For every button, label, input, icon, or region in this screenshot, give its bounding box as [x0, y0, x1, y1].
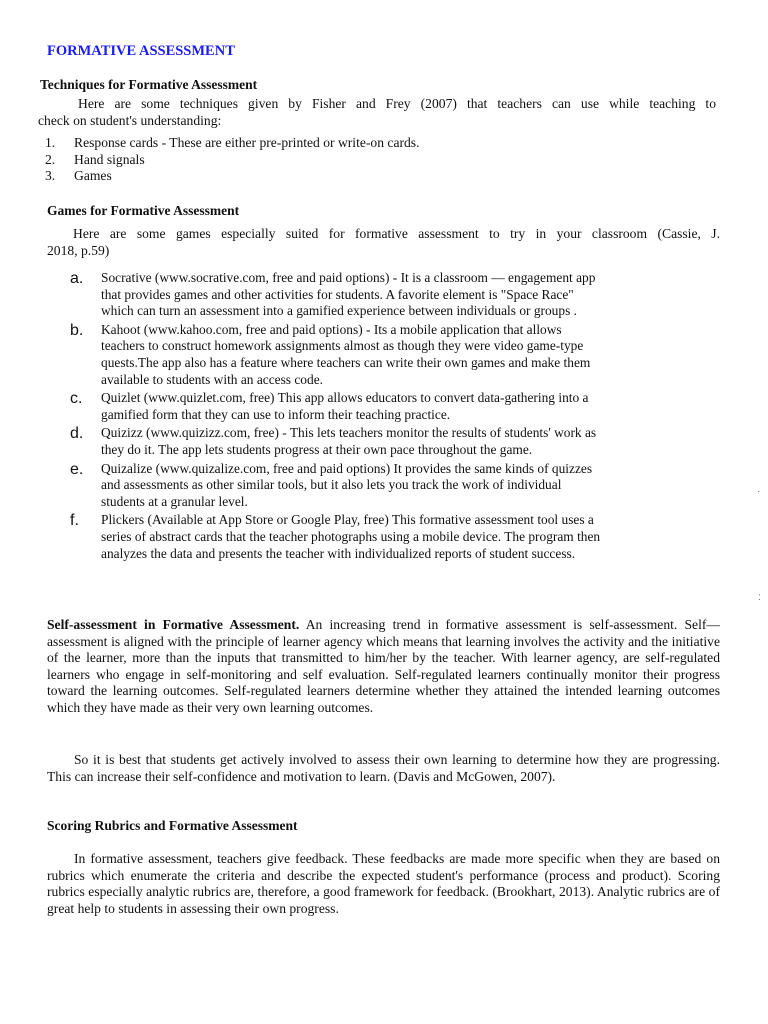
page-title: FORMATIVE ASSESSMENT — [47, 43, 235, 59]
rubrics-paragraph: In formative assessment, teachers give feedback. These feedbacks are made more specific when they are based on rubrics which enumerate the criteria and describe the expected student's performance (process and product). Scoring rubrics especially analytic rubrics are, therefore, a good framework for feedback. (Brookhart, 2013). Analytic rubrics are of great help to students in assessing their own progress. — [47, 851, 720, 916]
list-item: 2. Hand signals — [45, 151, 145, 167]
games-intro — [47, 226, 720, 259]
rubrics-heading: Scoring Rubrics and Formative Assessment — [47, 818, 298, 833]
techniques-intro-line2: check on student's understanding: — [38, 112, 222, 128]
list-item: a. Socrative (www.socrative.com, free and paid options) - It is a classroom — engagement app that provides games and other activities for students. A favorite element is "Space Race" which can turn an assessment into a gamified experience between individuals or groups . — [70, 270, 596, 319]
games-heading: Games for Formative Assessment — [47, 203, 240, 218]
techniques-list — [45, 135, 420, 185]
list-item: 1. Response cards - These are either pre-printed or write-on cards. — [45, 135, 420, 150]
list-item: f. Plickers (Available at App Store or Google Play, free) This formative assessment tool uses a series of abstract cards that the teacher photographs using a mobile device. The program then analyzes the data and presents the teacher with individualized reports of student success. — [70, 512, 601, 561]
techniques-intro-line1: Here are some techniques given by Fisher and Frey (2007) that teachers can use while teaching to — [78, 96, 716, 111]
margin-mark: · — [757, 486, 761, 497]
games-list — [70, 270, 690, 564]
self-assessment-paragraph — [47, 617, 720, 717]
margin-mark: : — [758, 592, 761, 603]
self-assessment-heading: Self-assessment in Formative Assessment. — [47, 617, 300, 632]
techniques-heading: Techniques for Formative Assessment — [40, 77, 258, 92]
self-assessment-paragraph-2: So it is best that students get actively involved to assess their own learning to determine how they are progressing. This can increase their self-confidence and motivation to learn. (Davis and McGowen, 2007). — [47, 752, 720, 784]
techniques-intro — [38, 96, 716, 129]
list-item: c. Quizlet (www.quizlet.com, free) This app allows educators to convert data-gathering into a gamified form that they can use to inform their teaching practice. — [70, 390, 589, 422]
games-intro-line1: Here are some games especially suited for formative assessment to try in your classroom (Cassie, J. — [73, 226, 720, 241]
list-item: e. Quizalize (www.quizalize.com, free and paid options) It provides the same kinds of quizzes and assessments as other similar tools, but it also lets you track the work of individual students at a granular level. — [70, 460, 593, 509]
list-item: b. Kahoot (www.kahoo.com, free and paid options) - Its a mobile application that allows teachers to construct homework assignments almost as though they were video game-type quests.The app also has a feature where teachers can write their own games and make them available to students with an access code. — [70, 321, 591, 387]
games-intro-line2: 2018, p.59) — [47, 242, 110, 258]
list-item: d. Quizizz (www.quizizz.com, free) - This lets teachers monitor the results of students' work as they do it. The app lets students progress at their own pace throughout the game. — [70, 425, 597, 457]
self-assessment-text: An increasing trend in formative assessment is self-assessment. Self—assessment is aligned with the principle of learner agency which means that learning involves the activity and the initiative of the learner, more than the inputs that transmitted to him/her by the teacher. With learner agency, are self-regulated learners who engage in self-monitoring and self evaluation. Self-regulated learners continually monitor their progress toward the learning outcomes. Self-regulated learners determine whether they attained the intended learning outcomes which they have made as their very own learning outcomes. — [47, 617, 720, 715]
list-item: 3. Games — [45, 168, 112, 184]
